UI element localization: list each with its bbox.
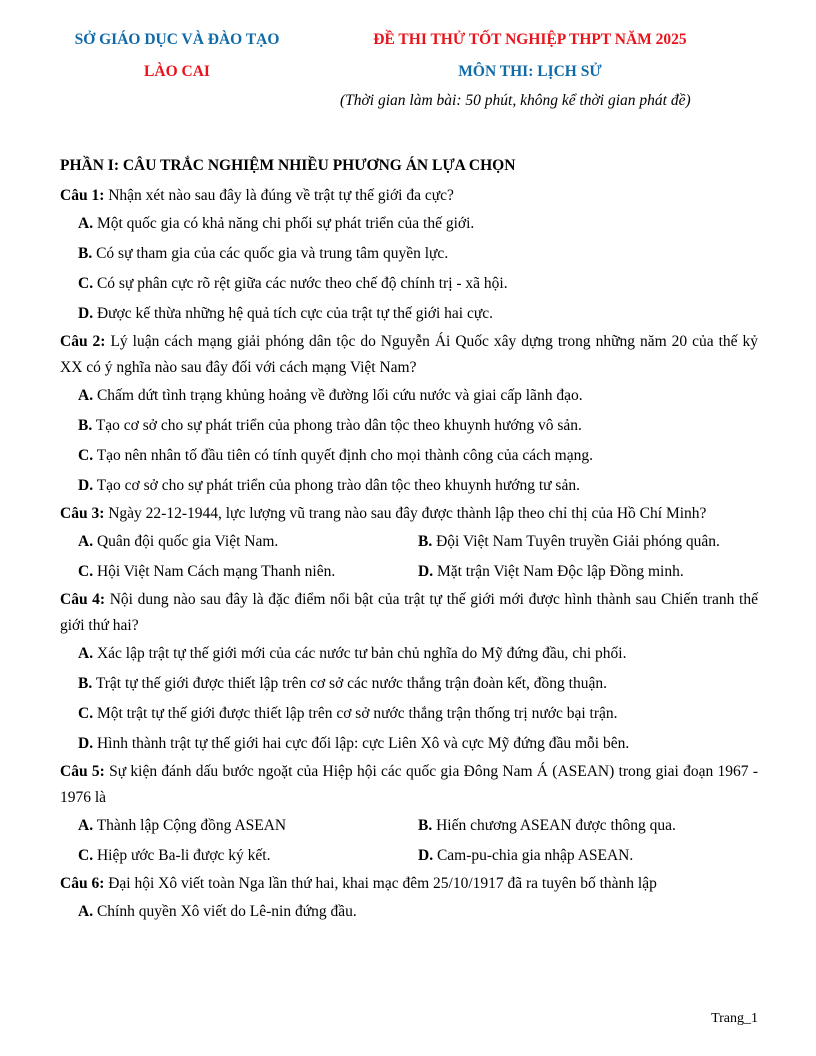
- option-c: [60, 699, 758, 729]
- option-text: Xác lập trật tự thế giới mới của các nước tư bản chủ nghĩa do Mỹ đứng đầu, chi phối.: [96, 645, 627, 662]
- question-4: [60, 587, 758, 639]
- option-d: [60, 729, 758, 759]
- option-a: [78, 816, 418, 836]
- option-text: Hình thành trật tự thế giới hai cực đối lập: cực Liên Xô và cực Mỹ đứng đầu mỗi bên.: [96, 735, 630, 752]
- question-text: Ngày 22-12-1944, lực lượng vũ trang nào sau đây được thành lập theo chỉ thị của Hồ Chí Minh?: [104, 505, 707, 522]
- option-letter: A.: [78, 817, 94, 834]
- question-5: [60, 759, 758, 811]
- option-text: Có sự phân cực rõ rệt giữa các nước theo chế độ chính trị - xã hội.: [96, 275, 508, 292]
- option-row: [60, 527, 758, 557]
- question-1: [60, 183, 758, 209]
- option-a: [78, 532, 418, 552]
- option-c: [60, 269, 758, 299]
- option-a: [60, 639, 758, 669]
- option-text: Hiến chương ASEAN được thông qua.: [436, 817, 676, 834]
- option-b: [60, 239, 758, 269]
- option-letter: A.: [78, 533, 94, 550]
- option-text: Quân đội quốc gia Việt Nam.: [96, 533, 279, 550]
- question-6: [60, 871, 758, 897]
- question-label: Câu 4:: [60, 591, 106, 608]
- question-label: Câu 5:: [60, 763, 105, 780]
- option-letter: B.: [78, 245, 93, 262]
- question-text: Lý luận cách mạng giải phóng dân tộc do Nguyễn Ái Quốc xây dựng trong những năm 20 của thế kỷ XX có ý nghĩa nào sau đây đối với cách mạng Việt Nam?: [60, 333, 759, 376]
- option-letter: C.: [78, 847, 94, 864]
- option-text: Hội Việt Nam Cách mạng Thanh niên.: [96, 563, 336, 580]
- section-title: PHẦN I: CÂU TRẮC NGHIỆM NHIỀU PHƯƠNG ÁN LỰA CHỌN: [60, 157, 516, 174]
- option-text: Thành lập Cộng đồng ASEAN: [96, 817, 287, 834]
- question-text: Nhận xét nào sau đây là đúng về trật tự thế giới đa cực?: [104, 187, 454, 204]
- option-text: Tạo cơ sở cho sự phát triển của phong trào dân tộc theo khuynh hướng tư sản.: [96, 477, 580, 494]
- option-row: [60, 811, 758, 841]
- option-d: [60, 471, 758, 501]
- option-text: Được kế thừa những hệ quả tích cực của trật tự thế giới hai cực.: [96, 305, 493, 322]
- question-text: Sự kiện đánh dấu bước ngoặt của Hiệp hội các quốc gia Đông Nam Á (ASEAN) trong giai đoạn 1967 - 1976 là: [60, 763, 758, 806]
- exam-content: [60, 156, 758, 927]
- option-letter: B.: [418, 533, 433, 550]
- exam-header: [0, 0, 816, 120]
- option-letter: C.: [78, 563, 94, 580]
- question-label: Câu 2:: [60, 333, 106, 350]
- option-b: [418, 816, 758, 836]
- option-text: Có sự tham gia của các quốc gia và trung tâm quyền lực.: [96, 245, 449, 262]
- option-a: [60, 381, 758, 411]
- department-name: SỞ GIÁO DỤC VÀ ĐÀO TẠO: [74, 31, 280, 48]
- option-text: Hiệp ước Ba-li được ký kết.: [96, 847, 271, 864]
- option-text: Một quốc gia có khả năng chi phối sự phát triển của thế giới.: [96, 215, 475, 232]
- question-3: [60, 501, 758, 527]
- option-letter: D.: [78, 477, 94, 494]
- option-text: Đội Việt Nam Tuyên truyền Giải phóng quân.: [436, 533, 720, 550]
- option-b: [60, 669, 758, 699]
- option-row: [60, 557, 758, 587]
- option-letter: B.: [418, 817, 433, 834]
- option-a: [60, 897, 758, 927]
- option-letter: C.: [78, 447, 94, 464]
- option-c: [78, 846, 418, 866]
- option-text: Trật tự thế giới được thiết lập trên cơ sở các nước thắng trận đoàn kết, đồng thuận.: [95, 675, 607, 692]
- time-note: (Thời gian làm bài: 50 phút, không kể thời gian phát đề): [340, 92, 691, 109]
- option-row: [60, 841, 758, 871]
- province-name: LÀO CAI: [144, 63, 210, 80]
- subject-title: MÔN THI: LỊCH SỬ: [458, 63, 602, 80]
- question-text: Nội dung nào sau đây là đặc điểm nổi bật của trật tự thế giới mới được hình thành sau Chiến tranh thế giới thứ hai?: [60, 591, 758, 634]
- question-text: Đại hội Xô viết toàn Nga lần thứ hai, khai mạc đêm 25/10/1917 đã ra tuyên bố thành lập: [104, 875, 657, 892]
- option-d: [418, 846, 758, 866]
- option-letter: A.: [78, 387, 94, 404]
- option-letter: D.: [78, 735, 94, 752]
- question-label: Câu 6:: [60, 875, 105, 892]
- option-b: [418, 532, 758, 552]
- option-letter: B.: [78, 417, 93, 434]
- option-letter: D.: [418, 563, 434, 580]
- option-d: [60, 299, 758, 329]
- option-letter: A.: [78, 645, 94, 662]
- option-text: Chính quyền Xô viết do Lê-nin đứng đầu.: [96, 903, 357, 920]
- question-label: Câu 1:: [60, 187, 105, 204]
- option-text: Cam-pu-chia gia nhập ASEAN.: [436, 847, 634, 864]
- option-b: [60, 411, 758, 441]
- option-text: Tạo cơ sở cho sự phát triển của phong trào dân tộc theo khuynh hướng vô sản.: [95, 417, 582, 434]
- option-c: [60, 441, 758, 471]
- option-letter: D.: [418, 847, 434, 864]
- option-text: Một trật tự thế giới được thiết lập trên cơ sở nước thắng trận thống trị nước bại trận.: [96, 705, 618, 722]
- option-text: Mặt trận Việt Nam Độc lập Đồng minh.: [436, 563, 684, 580]
- option-c: [78, 562, 418, 582]
- option-letter: D.: [78, 305, 94, 322]
- page-number: Trang_1: [711, 1011, 758, 1026]
- option-text: Tạo nên nhân tố đầu tiên có tính quyết định cho mọi thành công của cách mạng.: [96, 447, 593, 464]
- question-2: [60, 329, 758, 381]
- exam-title: ĐỀ THI THỬ TỐT NGHIỆP THPT NĂM 2025: [373, 31, 687, 48]
- question-label: Câu 3:: [60, 505, 105, 522]
- option-a: [60, 209, 758, 239]
- option-letter: C.: [78, 705, 94, 722]
- option-letter: C.: [78, 275, 94, 292]
- option-letter: A.: [78, 215, 94, 232]
- option-text: Chấm dứt tình trạng khủng hoảng về đường lối cứu nước và giai cấp lãnh đạo.: [96, 387, 583, 404]
- option-letter: B.: [78, 675, 93, 692]
- option-letter: A.: [78, 903, 94, 920]
- option-d: [418, 562, 758, 582]
